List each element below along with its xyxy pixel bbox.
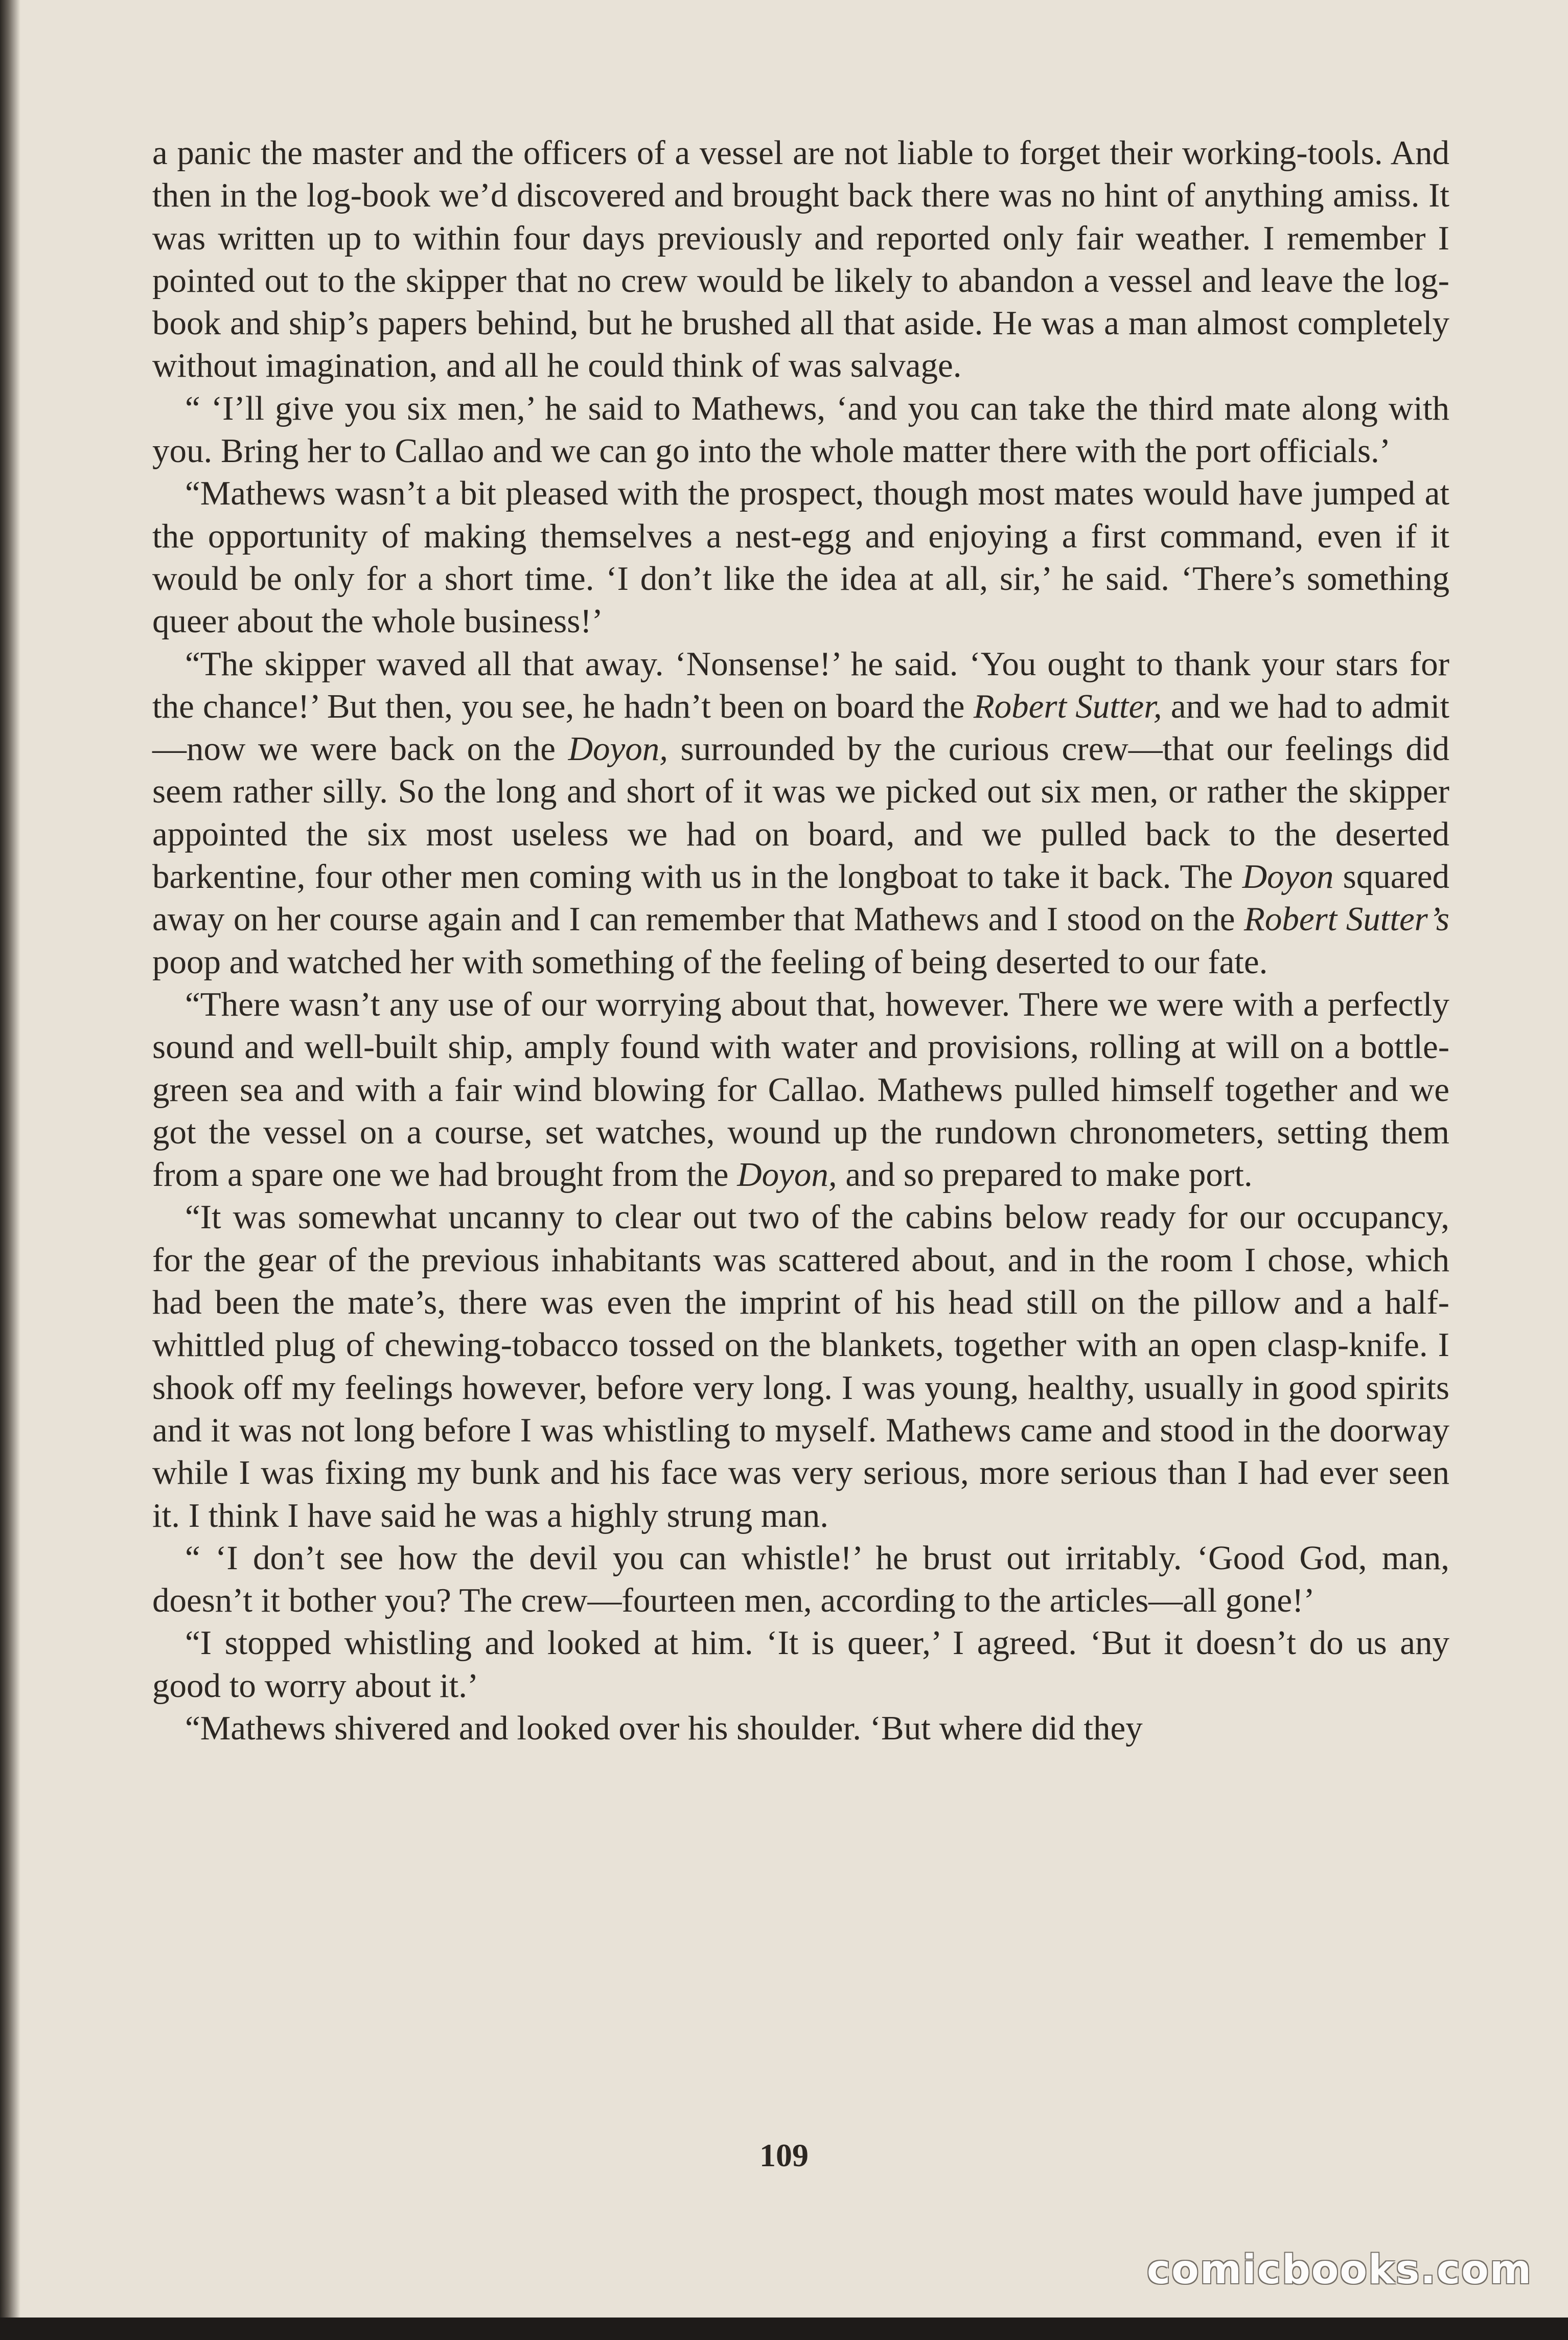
paragraph-6: “It was somewhat uncanny to clear out two of the cabins below ready for our occupancy, for the gear of the previous inhabitants was scattered about, and in the room I chose, which had been the mate’s, there was even the imprint of his head still on the pillow and a half-whittled plug of chewing-tobacco tossed on the blankets, together with an open clasp-knife. I shook off my feelings however, before very long. I was young, healthy, usually in good spirits and it was not long before I was whistling to myself. Mathews came and stood in the doorway while I was fixing my bunk and his face was very serious, more serious than I had ever seen it. I think I have said he was a highly strung man. bbox=[152, 1198, 1449, 1534]
paragraph-2: “ ‘I’ll give you six men,’ he said to Mathews, ‘and you can take the third mate along with you. Bring her to Callao and we can go into the whole matter there with the port officials.’ bbox=[152, 389, 1449, 470]
paragraph-4 bbox=[152, 643, 1449, 983]
p5-text-2: and so prepared to make port. bbox=[837, 1156, 1253, 1194]
paragraph-1: a panic the master and the officers of a vessel are not liable to forget their working-tools. And then in the log-book we’d discovered and brought back there was no hint of anything amiss. It was written up to within four days previously and reported only fair weather. I remember I pointed out to the skipper that no crew would be likely to abandon a vessel and leave the log-book and ship’s papers behind, but he brushed all that aside. He was a man almost completely without imagination, and all he could think of was salvage. bbox=[152, 134, 1449, 385]
p4-text-4: squared away on her course again and I can remember that Mathews and I stood on the bbox=[152, 858, 1449, 938]
paragraph-7: “ ‘I don’t see how the devil you can whistle!’ he brust out irritably. ‘Good God, man, doesn’t it bother you? The crew—fourteen men, according to the articles—all gone!’ bbox=[152, 1539, 1449, 1620]
paragraph-5 bbox=[152, 983, 1449, 1196]
ship-name-robert-sutter: Robert Sutter, bbox=[973, 687, 1162, 725]
p4-text-2: and we had to admit—now we were back on the bbox=[152, 687, 1450, 768]
page-body-text bbox=[152, 132, 1449, 1750]
paragraph-9: “Mathews shivered and looked over his shoulder. ‘But where did they bbox=[185, 1709, 1143, 1747]
p5-text-1: “There wasn’t any use of our worrying about that, however. There we were with a perfectly sound and well-built ship, amply found with water and provisions, rolling at will on a bottle-green sea and with a fair wind blowing for Callao. Mathews pulled himself together and we got the vessel on a course, set watches, wound up the rundown chronometers, setting them from a spare one we had brought from the bbox=[152, 985, 1449, 1194]
paragraph-3: “Mathews wasn’t a bit pleased with the prospect, though most mates would have jumped at the opportunity of making themselves a nest-egg and enjoying a first command, even if it would be only for a short time. ‘I don’t like the idea at all, sir,’ he said. ‘There’s something queer about the whole business!’ bbox=[152, 474, 1449, 640]
page-number: 109 bbox=[759, 2137, 809, 2173]
p4-text-3: surrounded by the curious crew—that our feelings did seem rather silly. So the long and short of it was we picked out six men, or rather the skipper appointed the six most useless we had on board, and we pulled back to the deserted barkentine, four other men coming with us in the longboat to take it back. The bbox=[152, 730, 1449, 896]
ship-name-robert-sutters: Robert Sutter’s bbox=[1243, 900, 1449, 938]
p4-text-5: poop and watched her with something of the feeling of being deserted to our fate. bbox=[152, 943, 1268, 981]
spine-shadow bbox=[0, 0, 20, 2340]
ship-name-doyon-3: Doyon, bbox=[737, 1156, 837, 1194]
ship-name-doyon: Doyon, bbox=[568, 730, 668, 768]
bottom-edge bbox=[0, 2318, 1568, 2340]
watermark-logo: comicbooks.com bbox=[1146, 2247, 1532, 2293]
paragraph-8: “I stopped whistling and looked at him. ‘It is queer,’ I agreed. ‘But it doesn’t do us any good to worry about it.’ bbox=[152, 1624, 1449, 1705]
ship-name-doyon-2: Doyon bbox=[1242, 858, 1334, 896]
p4-text-1: “The skipper waved all that away. ‘Nonsense!’ he said. ‘You ought to thank your stars for the chance!’ But then, you see, he hadn’t been on board the bbox=[152, 645, 1449, 725]
